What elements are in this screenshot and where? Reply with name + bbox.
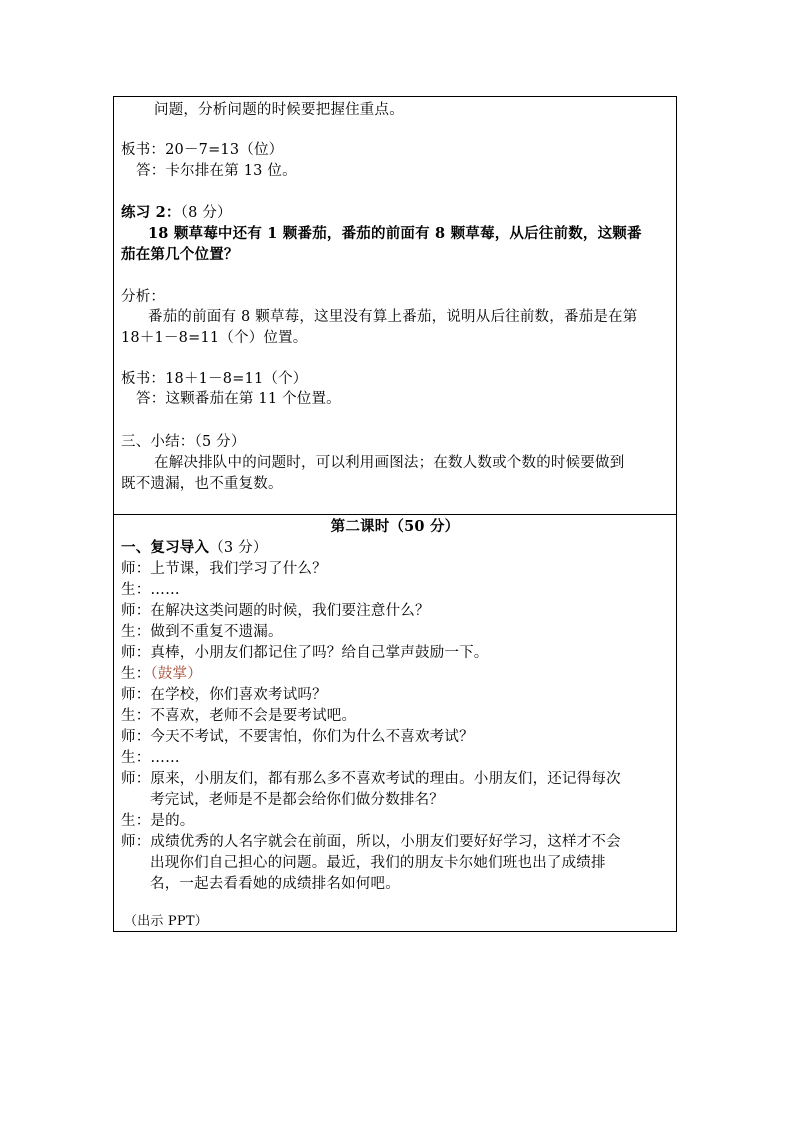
stage-direction: （鼓掌） bbox=[150, 666, 202, 682]
ppt-note: （出示 PPT） bbox=[124, 914, 208, 929]
board-note-1: 板书：20－7=13（位） bbox=[121, 142, 284, 158]
exercise2-points: （8 分） bbox=[180, 205, 232, 221]
answer-1: 答：卡尔排在第 13 位。 bbox=[136, 163, 297, 179]
second-lesson-header: 第二课时（50 分） bbox=[330, 518, 460, 535]
summary-heading bbox=[121, 432, 246, 452]
dialogue-line: 师：在解决这类问题的时候，我们要注意什么？ bbox=[121, 603, 430, 619]
review-title: 一、复习导入 bbox=[121, 539, 210, 556]
lesson-cell-part1 bbox=[114, 97, 676, 515]
dialogue-line: 生：是的。 bbox=[121, 813, 195, 829]
summary-line2: 既不遗漏，也不重复数。 bbox=[121, 476, 283, 492]
exercise2-title: 练习 2： bbox=[121, 204, 181, 221]
analysis-line2: 18＋1－8=11（个）位置。 bbox=[121, 330, 308, 346]
speaker-label: 生： bbox=[121, 666, 151, 682]
exercise2-question-line2: 茄在第几个位置？ bbox=[121, 246, 239, 263]
lesson-plan-table bbox=[113, 96, 677, 932]
dialogue-line: 师：成绩优秀的人名字就会在前面，所以，小朋友们要好好学习，这样才不会 bbox=[121, 834, 621, 850]
analysis-label: 分析： bbox=[121, 289, 166, 305]
exercise2-heading bbox=[121, 203, 232, 223]
dialogue-line: 师：原来，小朋友们，都有那么多不喜欢考试的理由。小朋友们，还记得每次 bbox=[121, 771, 621, 787]
dialogue-line: 生：…… bbox=[121, 582, 180, 598]
summary-title: 三、小结： bbox=[121, 434, 195, 450]
dialogue-line: 生：…… bbox=[121, 750, 180, 766]
exercise2-question-line1: 18 颗草莓中还有 1 颗番茄，番茄的前面有 8 颗草莓，从后往前数，这颗番 bbox=[148, 225, 642, 242]
dialogue-line-continued: 考完试，老师是不是都会给你们做分数排名？ bbox=[150, 792, 444, 808]
analysis-line1: 番茄的前面有 8 颗草莓，这里没有算上番茄，说明从后往前数，番茄是在第 bbox=[148, 309, 638, 325]
dialogue-line-continued: 出现你们自己担心的问题。最近，我们的朋友卡尔她们班也出了成绩排 bbox=[150, 855, 606, 871]
dialogue-line: 生：不喜欢，老师不会是要考试吧。 bbox=[121, 708, 357, 724]
summary-line1: 在解决排队中的问题时，可以利用画图法；在数人数或个数的时候要做到 bbox=[154, 455, 625, 471]
dialogue-line-continued: 名，一起去看看她的成绩排名如何吧。 bbox=[150, 876, 400, 892]
dialogue-line: 师：真棒，小朋友们都记住了吗？给自己掌声鼓励一下。 bbox=[121, 645, 489, 661]
review-points: （3 分） bbox=[209, 540, 268, 556]
problem-analysis-tail: 问题，分析问题的时候要把握住重点。 bbox=[154, 102, 404, 118]
answer-2: 答：这颗番茄在第 11 个位置。 bbox=[136, 391, 341, 407]
dialogue-line: 师：在学校，你们喜欢考试吗？ bbox=[121, 687, 327, 703]
dialogue-line bbox=[121, 664, 202, 684]
summary-points: （5 分） bbox=[194, 434, 246, 450]
review-heading bbox=[121, 538, 268, 558]
board-note-2: 板书：18＋1－8=11（个） bbox=[121, 371, 308, 387]
dialogue-line: 生：做到不重复不遗漏。 bbox=[121, 624, 283, 640]
dialogue-line: 师：今天不考试，不要害怕，你们为什么不喜欢考试？ bbox=[121, 729, 474, 745]
dialogue-line: 师：上节课，我们学习了什么？ bbox=[121, 561, 327, 577]
lesson-cell-part2 bbox=[114, 515, 676, 931]
